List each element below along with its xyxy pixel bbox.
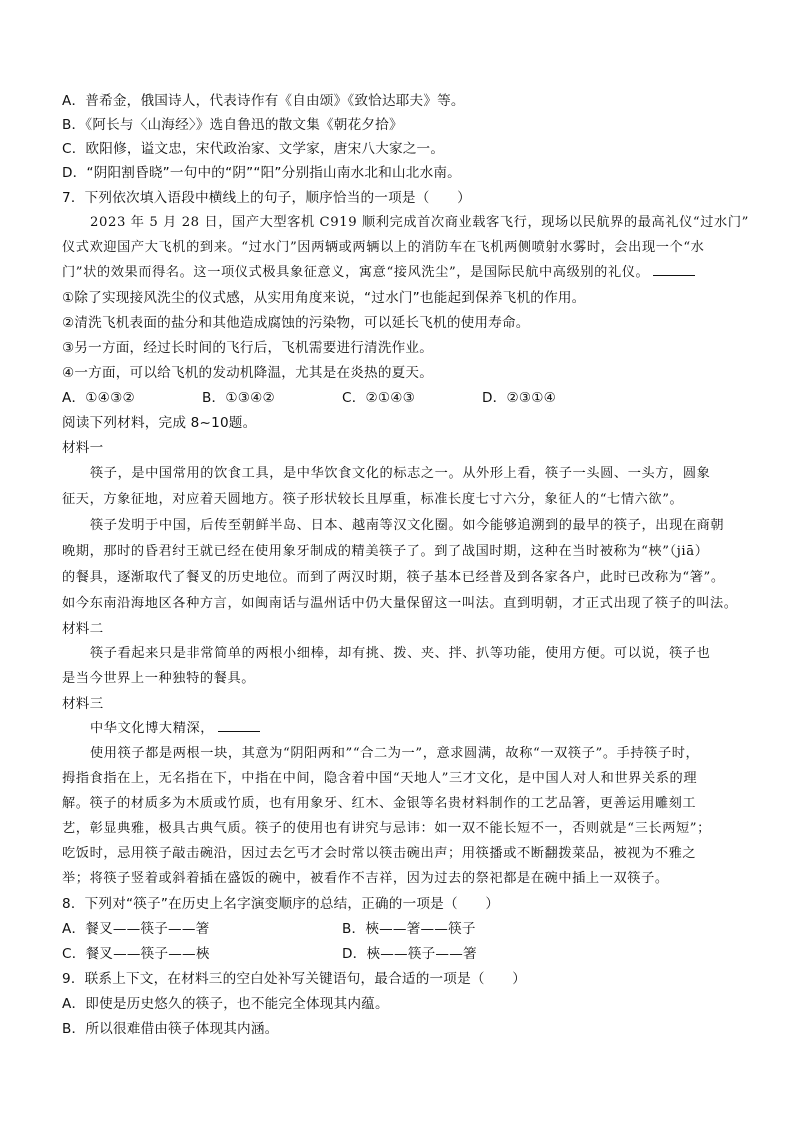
material-3-line: 使用筷子都是两根一块，其意为“阴阳两和”“合二为一”，意求圆满，故称“一双筷子”。手持筷子时， xyxy=(90,746,700,761)
q9-option-a: A．即使是历史悠久的筷子，也不能完全体现其内蕴。 xyxy=(62,996,389,1012)
material-2-line: 筷子看起来只是非常简单的两根小细棒，却有挑、拨、夹、拌、扒等功能，使用方便。可以说，筷子也 xyxy=(90,646,711,661)
q7-item-2: ②清洗飞机表面的盐分和其他造成腐蚀的污染物，可以延长飞机的使用寿命。 xyxy=(62,315,530,331)
q8-option-c: C．餐叉——筷子——梜 xyxy=(62,946,210,962)
material-3-first-line xyxy=(90,717,260,741)
q7-passage-text: 门”状的效果而得名。这一项仪式极具象征意义，寓意“接风洗尘”，是国际民航中高级别的礼仪。 xyxy=(62,265,650,280)
material-1-title: 材料一 xyxy=(62,440,104,456)
q7-passage-line: 仪式欢迎国产大飞机的到来。“过水门”因两辆或两辆以上的消防车在飞机两侧喷射水雾时，会出现一个“水 xyxy=(62,240,705,255)
q8-option-a: A．餐叉——筷子——箸 xyxy=(62,921,210,937)
q7-passage-line xyxy=(62,261,695,285)
material-2-title: 材料二 xyxy=(62,621,104,637)
material-3-blank xyxy=(218,717,260,732)
material-3-line: 拇指食指在上，无名指在下，中指在中间，隐含着中国“天地人”三才文化，是中国人对人和世界关系的理 xyxy=(62,771,698,786)
q7-option-a: A．①④③② xyxy=(62,390,135,406)
q8-option-d: D．梜——筷子——箸 xyxy=(342,946,477,962)
material-3-line: 举；将筷子竖着或斜着插在盛饭的碗中，被看作不吉祥，因为过去的祭祀都是在碗中插上一双筷子。 xyxy=(62,871,669,886)
material-1-line: 筷子，是中国常用的饮食工具，是中华饮食文化的标志之一。从外形上看，筷子一头圆、一头方，圆象 xyxy=(90,466,711,481)
material-2-line: 是当今世界上一种独特的餐具。 xyxy=(62,671,256,686)
q6-option-b: B．《阿长与〈山海经〉》选自鲁迅的散文集《朝花夕拾》 xyxy=(62,117,403,133)
q7-option-c: C．②①④③ xyxy=(342,390,416,406)
q7-item-3: ③另一方面，经过长时间的飞行后，飞机需要进行清洗作业。 xyxy=(62,340,434,356)
q7-passage-line: 2023 年 5 月 28 日，国产大型客机 C919 顺利完成首次商业载客飞行，现场以民航界的最高礼仪“过水门” xyxy=(90,215,749,230)
material-3-title: 材料三 xyxy=(62,696,104,712)
material-3-line: 吃饭时，忌用筷子敲击碗沿，因过去乞丐才会时常以筷击碗出声；用筷播或不断翻拨菜品，被视为不雅之 xyxy=(62,846,697,861)
q7-option-b: B．①③④② xyxy=(202,390,275,406)
q7-stem: 7．下列依次填入语段中横线上的句子，顺序恰当的一项是（ ） xyxy=(62,190,471,206)
q9-option-b: B．所以很难借由筷子体现其内涵。 xyxy=(62,1021,279,1037)
q7-answer-blank xyxy=(653,261,695,276)
q7-option-d: D．②③①④ xyxy=(482,390,557,406)
q8-stem: 8．下列对“筷子”在历史上名字演变顺序的总结，正确的一项是（ ） xyxy=(62,896,500,912)
material-3-first-text: 中华文化博大精深， xyxy=(90,721,215,736)
material-1-line: 如今东南沿海地区各种方言，如闽南话与温州话中仍大量保留这一叫法。直到明朝，才正式出现了筷子的叫法。 xyxy=(62,596,738,611)
material-1-line: 筷子发明于中国，后传至朝鲜半岛、日本、越南等汉文化圈。如今能够追溯到的最早的筷子，出现在商朝 xyxy=(90,518,725,533)
q6-option-d: D．“阴阳割昏晓”一句中的“阴”“阳”分别指山南水北和山北水南。 xyxy=(62,165,461,181)
q8-option-b: B．梜——箸——筷子 xyxy=(342,921,476,937)
q6-option-c: C．欧阳修，谥文忠，宋代政治家、文学家，唐宋八大家之一。 xyxy=(62,141,445,157)
q7-item-1: ①除了实现接风洗尘的仪式感，从实用角度来说，“过水门”也能起到保养飞机的作用。 xyxy=(62,290,586,306)
material-3-line: 解。筷子的材质多为木质或竹质，也有用象牙、红木、金银等名贵材料制作的工艺品箸，更善运用雕刻工 xyxy=(62,796,697,811)
q7-item-4: ④一方面，可以给飞机的发动机降温，尤其是在炎热的夏天。 xyxy=(62,365,434,381)
material-3-line: 艺，彰显典雅，极具古典气质。筷子的使用也有讲究与忌讳：如一双不能长短不一，否则就是“三长两短”； xyxy=(62,821,711,836)
q9-stem: 9．联系上下文，在材料三的空白处补写关键语句，最合适的一项是（ ） xyxy=(62,971,527,987)
material-1-line: 征天，方象征地，对应着天圆地方。筷子形状较长且厚重，标准长度七寸六分，象征人的“七情六欲”。 xyxy=(62,492,684,507)
q6-option-a: A．普希金，俄国诗人，代表诗作有《自由颂》《致恰达耶夫》等。 xyxy=(62,93,465,109)
material-1-line: 的餐具，逐渐取代了餐叉的历史地位。而到了两汉时期，筷子基本已经普及到各家各户，此时已改称为“箸”。 xyxy=(62,570,725,585)
material-1-line: 晚期，那时的昏君纣王就已经在使用象牙制成的精美筷子了。到了战国时期，这种在当时被称为“梜”（jiā） xyxy=(62,544,709,559)
reading-intro: 阅读下列材料，完成 8~10题。 xyxy=(62,415,257,431)
